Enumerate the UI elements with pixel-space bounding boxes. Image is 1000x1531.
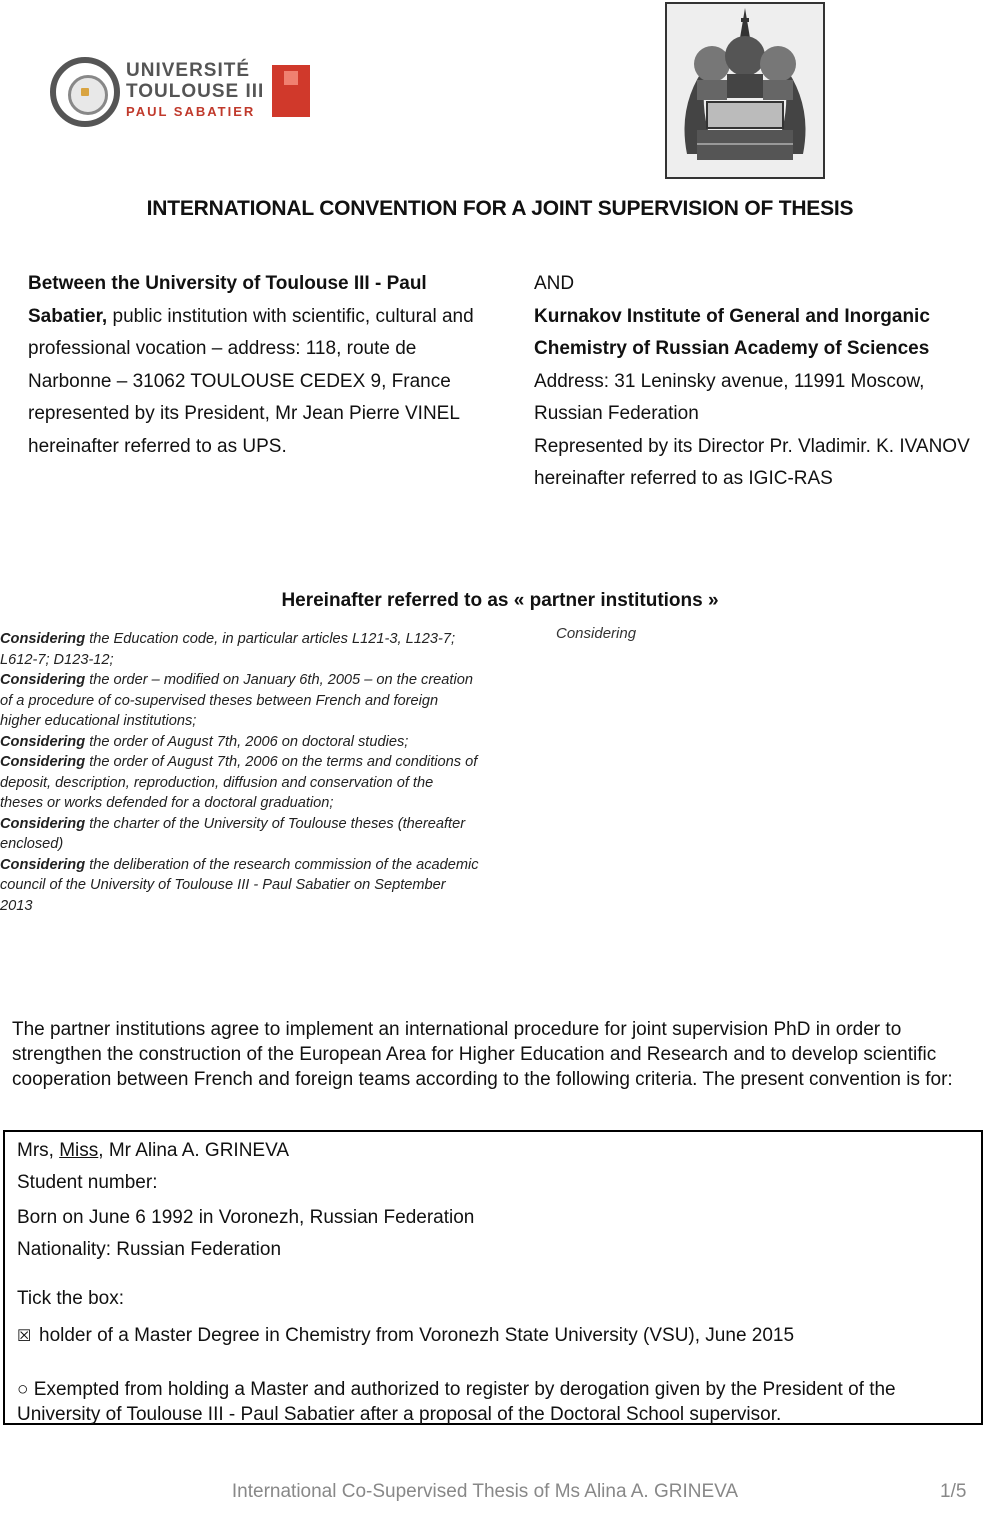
ups-seal-icon: [50, 57, 120, 127]
empty-circle-icon: ○: [17, 1379, 29, 1400]
tick-box-label: Tick the box:: [17, 1288, 125, 1309]
right-party-name: Kurnakov Institute of General and Inorganic Chemistry of Russian Academy of Sciences: [534, 305, 930, 359]
student-nationality: Nationality: Russian Federation: [17, 1239, 282, 1260]
option-exempt: [17, 1377, 977, 1427]
ups-logo: [50, 55, 320, 135]
considering-item: Considering the Education code, in particular articles L121-3, L123-7; L612-7; D123-12;: [0, 631, 456, 668]
considering-item: Considering the charter of the University of Toulouse theses (thereafter enclosed): [0, 815, 466, 852]
student-info-box: [3, 1130, 983, 1425]
option-master: [17, 1325, 794, 1347]
document-title: INTERNATIONAL CONVENTION FOR A JOINT SUPERVISION OF THESIS: [146, 197, 854, 220]
considering-item: Considering the deliberation of the research commission of the academic council of the University of Toulouse III - Paul Sabatier on September 2013: [0, 856, 479, 914]
right-party-representative: Represented by its Director Pr. Vladimir. K. IVANOV: [534, 435, 970, 457]
option-exempt-text: Exempted from holding a Master and authorized to register by derogation given by the President of the University of Toulouse III - Paul Sabatier after a proposal of the Doctoral School supervisor.: [17, 1379, 896, 1425]
considering-item: Considering the order of August 7th, 2006 on the terms and conditions of deposit, description, reproduction, diffusion and conservation of the theses or works defended for a doctoral graduation;: [0, 754, 478, 811]
ups-logo-line2: TOULOUSE III: [126, 81, 265, 102]
igic-logo: [665, 2, 825, 179]
title-miss: Miss: [59, 1140, 99, 1161]
left-party-name: Between the University of Toulouse III - Paul Sabatier,: [28, 273, 427, 327]
partner-heading-text: Hereinafter referred to as « partner institutions »: [281, 590, 719, 611]
student-born: Born on June 6 1992 in Voronezh, Russian Federation: [17, 1207, 475, 1228]
left-party-description: public institution with scientific, cultural and professional vocation – address: 118, route de Narbonne – 31062 TOULOUSE CEDEX 9, France: [28, 305, 474, 392]
option-master-text: holder of a Master Degree in Chemistry from Voronezh State University (VSU), June 2015: [39, 1325, 795, 1346]
ups-brand-square-icon: [272, 65, 310, 117]
right-party-block: [534, 268, 974, 496]
agreement-paragraph: The partner institutions agree to implement an international procedure for joint supervision PhD in order to strengthen the construction of the European Area for Higher Education and Research and to develop scientific cooperation between French and foreign teams according to the following criteria. The present convention is for:: [12, 1019, 953, 1090]
ups-logo-line1: UNIVERSITÉ: [126, 60, 251, 81]
and-label: AND: [534, 273, 575, 294]
left-party-block: [28, 268, 498, 463]
considering-list: [0, 629, 480, 916]
right-party-address: Address: 31 Leninsky avenue, 11991 Moscow, Russian Federation: [534, 370, 925, 424]
student-name: Mrs, Miss, Mr Alina A. GRINEVA: [17, 1140, 290, 1161]
student-number: Student number:: [17, 1172, 158, 1193]
considering-item: Considering the order – modified on January 6th, 2005 – on the creation of a procedure of co-supervised theses between French and foreign higher educational institutions;: [0, 672, 473, 729]
page-number: 1/5: [940, 1481, 967, 1502]
institute-emblem-icon: [667, 4, 823, 177]
left-party-representative: represented by its President, Mr Jean Pierre VINEL: [28, 403, 460, 424]
partner-heading: [0, 590, 1000, 612]
considering-item: Considering the order of August 7th, 2006 on doctoral studies;: [0, 733, 409, 750]
right-party-referred: hereinafter referred to as IGIC-RAS: [534, 468, 833, 489]
footer-text: International Co-Supervised Thesis of Ms Alina A. GRINEVA: [231, 1481, 739, 1502]
considering-label: Considering: [556, 625, 637, 642]
ups-logo-line3: PAUL SABATIER: [126, 104, 256, 119]
left-party-referred: hereinafter referred to as UPS.: [28, 435, 287, 457]
checked-box-icon: ☒: [17, 1328, 32, 1345]
